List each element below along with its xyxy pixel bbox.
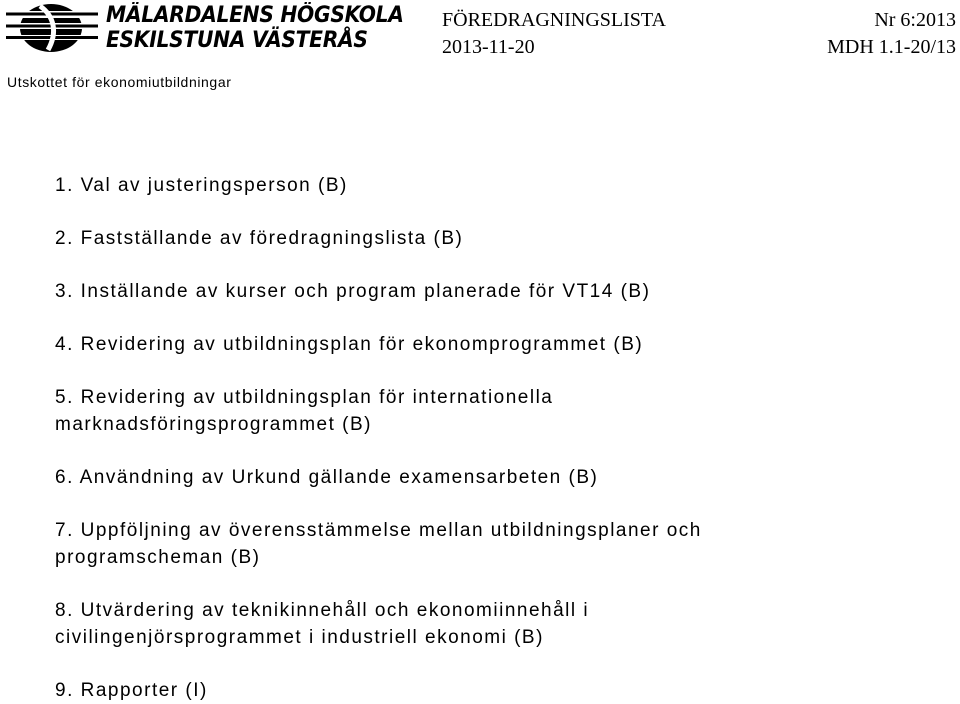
agenda-list	[55, 172, 945, 704]
logo-line-2: ESKILSTUNA VÄSTERÅS	[106, 28, 368, 53]
agenda-item-text: 6. Användning av Urkund gällande examensarbeten (B)	[55, 467, 599, 488]
document-header	[0, 0, 960, 100]
agenda-item-text-continued: marknadsföringsprogrammet (B)	[55, 414, 372, 435]
agenda-item-text: 1. Val av justeringsperson (B)	[55, 175, 348, 196]
agenda-item-text: 2. Fastställande av föredragningslista (B)	[55, 228, 464, 249]
committee-name: Utskottet för ekonomiutbildningar	[7, 74, 232, 90]
agenda-item-text: 3. Inställande av kurser och program planerade för VT14 (B)	[55, 281, 651, 302]
agenda-item	[55, 331, 945, 358]
agenda-item-text-continued: civilingenjörsprogrammet i industriell ekonomi (B)	[55, 627, 544, 648]
agenda-item-text: 4. Revidering av utbildningsplan för ekonomprogrammet (B)	[55, 334, 644, 355]
agenda-item	[55, 384, 945, 438]
university-logo-text	[106, 3, 404, 53]
agenda-item-text: 7. Uppföljning av överensstämmelse mellan utbildningsplaner och	[55, 520, 702, 541]
agenda-item	[55, 225, 945, 252]
university-logo-icon	[4, 2, 100, 54]
agenda-item-text: 5. Revidering av utbildningsplan för internationella	[55, 387, 554, 408]
logo-line-1: MÄLARDALENS HÖGSKOLA	[106, 3, 404, 28]
agenda-item	[55, 517, 945, 571]
document-date: 2013-11-20	[442, 36, 535, 58]
document-reference: MDH 1.1-20/13	[827, 36, 956, 58]
agenda-item	[55, 597, 945, 651]
agenda-item-text: 9. Rapporter (I)	[55, 680, 208, 701]
agenda-item	[55, 278, 945, 305]
document-title: FÖREDRAGNINGSLISTA	[442, 9, 666, 31]
agenda-item	[55, 172, 945, 199]
document-number: Nr 6:2013	[874, 9, 956, 31]
agenda-item-text: 8. Utvärdering av teknikinnehåll och ekonomiinnehåll i	[55, 600, 590, 621]
agenda-item-text-continued: programscheman (B)	[55, 547, 261, 568]
agenda-item	[55, 464, 945, 491]
